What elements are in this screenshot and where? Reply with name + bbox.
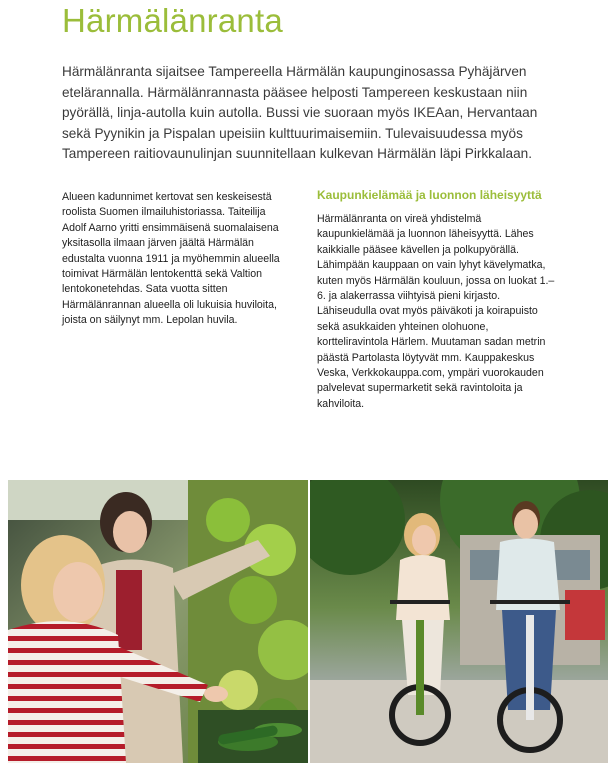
services-paragraph: Härmälänranta on vireä yhdistelmä kaupunkielämää ja luonnon läheisyyttä. Lähes kaikkialle pääsee kävellen ja polkupyörällä. Lähimpään kauppaan on vain lyhyt kävelymatka, kuten myös Härmälän kouluun, jossa on luokat 1.–6. ja alakerrassa viihtyisä pieni kirjasto. Lähiseudulla ovat myös päiväkoti ja koirapuisto sekä asukkaiden yhteinen olohuone, kortteliravintola Härlem. Muutaman sadan metrin päästä Partolasta löytyvät mm. Kauppakeskus Veska, Verkkokauppa.com, ympäri vuorokauden palvelevat supermarketit sekä ravintoloita ja kahviloita.: [317, 213, 555, 410]
section-heading: Kaupunkielämää ja luonnon läheisyyttä: [317, 188, 542, 202]
history-paragraph: Alueen kadunnimet kertovat sen keskeisestä roolista Suomen ilmailuhistoriassa. Taiteilija Adolf Aarno yritti ensimmäisenä suomalaisena yksitasolla ilmaan järven jäältä Härmälän edustalta vuonna 1911 ja myöhemmin alueella toimivat Härmälän lentokenttä sekä Valtion lentokonetehdas. Sata vuotta sitten Härmälänrannan alueella oli lukuisia huviloita, joista on säilynyt mm. Lepolan huvila.: [62, 191, 280, 327]
grocery-photo: [8, 480, 308, 763]
cycling-photo: [310, 480, 608, 763]
right-column: [317, 188, 557, 412]
intro-paragraph: Härmälänranta sijaitsee Tampereella Härmälän kaupunginosassa Pyhäjärven etelärannalla. Härmälänrannasta pääsee helposti Tampereen keskustaan niin pyörällä, linja-autolla kuin autolla. Bussi vie suoraan myös IKEAan, Hervantaan sekä Pyynikin ja Pispalan upeisiin kulttuurimaisemiin. Tulevaisuudessa myös Tampereen raitiovaunulinjan suunnitellaan kulkevan Härmälän läpi Pirkkalaan.: [62, 64, 538, 161]
page-title: Härmälänranta: [62, 2, 283, 39]
